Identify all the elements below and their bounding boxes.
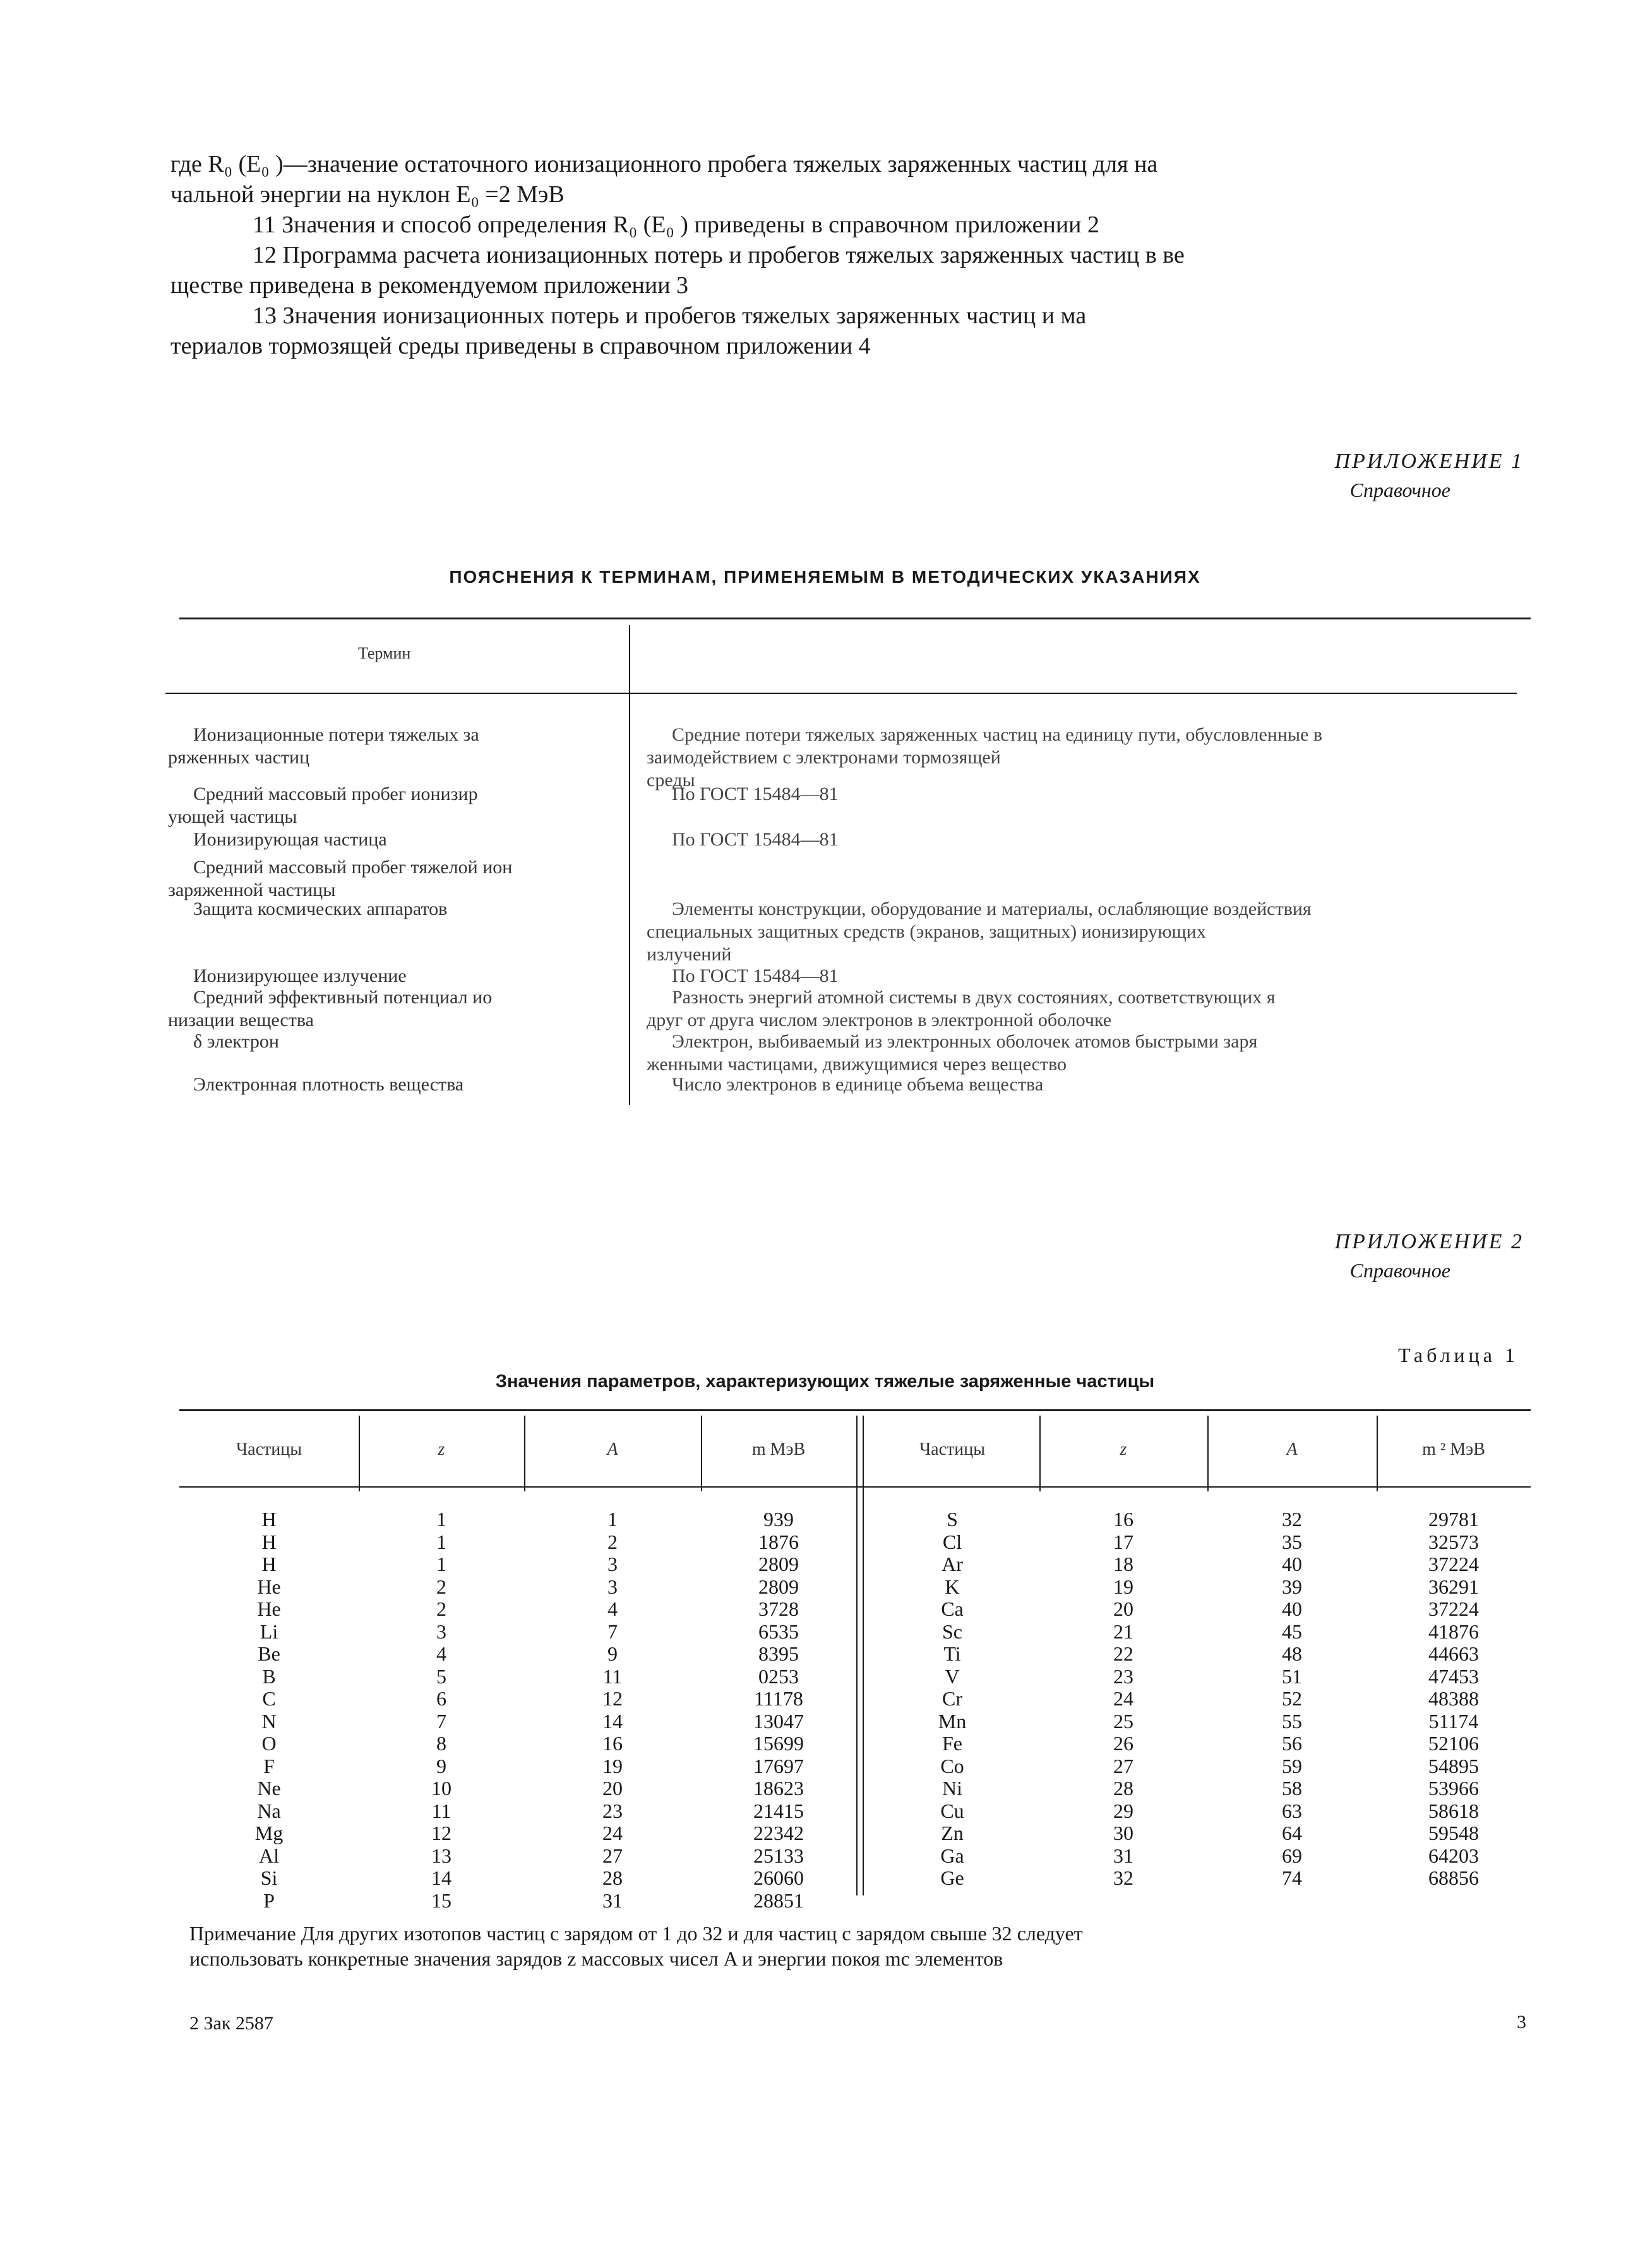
table1-cell: Mn (938, 1709, 967, 1733)
table1-cell: He (257, 1575, 281, 1598)
table1-cell: 1876 (758, 1530, 799, 1553)
table1-cell: 26060 (753, 1866, 804, 1889)
table1-cell: 28 (1113, 1777, 1133, 1799)
table1-cell: 13 (431, 1844, 451, 1867)
definition-line: По ГОСТ 15484—81 (672, 829, 839, 850)
appendix1-label: ПРИЛОЖЕНИЕ 1 (1334, 450, 1524, 473)
table1-cell: 59548 (1428, 1822, 1479, 1844)
table1-cell: 6 (436, 1687, 446, 1710)
definition-line: излучений (647, 944, 732, 965)
table1-cell: 64 (1282, 1822, 1302, 1844)
table1-cell: F (263, 1754, 275, 1777)
table1-cell: 36291 (1428, 1575, 1479, 1598)
table1-cell: 0253 (758, 1664, 799, 1688)
table1-cell: 59 (1282, 1754, 1302, 1777)
table1-col-header: z (438, 1440, 445, 1459)
definition-line: Разность энергий атомной системы в двух состояниях, соответствующих я (672, 987, 1276, 1008)
table1-cell: 68856 (1428, 1866, 1479, 1889)
table1-cell: 18623 (753, 1777, 804, 1799)
table1-cell: 11 (602, 1664, 623, 1688)
definition-cell (672, 828, 1531, 851)
table1-cell: Li (260, 1620, 278, 1643)
definition-line: заимодействием с электронами тормозящей (647, 747, 1001, 768)
table1-cell: 14 (431, 1866, 451, 1889)
table1-cell: 3 (436, 1620, 446, 1643)
table1-cell: 44663 (1428, 1642, 1479, 1665)
table1-cell: 8395 (758, 1642, 799, 1665)
term-line: Электронная плотность вещества (193, 1074, 464, 1095)
table1-cell: 13047 (753, 1709, 804, 1733)
term-cell (193, 828, 610, 851)
table1-col-header: A (1286, 1440, 1298, 1459)
definition-cell (647, 1030, 1531, 1076)
definition-line: По ГОСТ 15484—81 (672, 965, 839, 986)
table1-cell: 7 (607, 1620, 618, 1643)
table1-cell: 27 (1113, 1754, 1133, 1777)
definition-line: среды (647, 770, 695, 791)
table1-cell: Sc (942, 1620, 962, 1643)
note-line: Примечание Для других изотопов частиц с зарядом от 1 до 32 и для частиц с зарядом свыше 32 следует (189, 1922, 1083, 1945)
table1-cell: 20 (602, 1777, 623, 1799)
table1-cell: 21415 (753, 1799, 804, 1822)
table1-cell: 17697 (753, 1754, 804, 1777)
definition-cell (647, 724, 1531, 792)
term-line: δ электрон (193, 1031, 279, 1052)
table1-cell: 40 (1282, 1553, 1302, 1575)
table1-cell: 48 (1282, 1642, 1302, 1665)
intro-line: 12 Программа расчета ионизационных потерь и пробегов тяжелых заряженных частиц в ве (253, 242, 1185, 268)
table1-cell: 9 (607, 1642, 618, 1665)
table1-cell: 56 (1282, 1732, 1302, 1755)
definition-line: друг от друга числом электронов в электронной оболочке (647, 1010, 1112, 1030)
table1-cell: 25 (1113, 1709, 1133, 1733)
table1-cell: 22342 (753, 1822, 804, 1844)
table1-cell: 58618 (1428, 1799, 1479, 1822)
footer-order-mark: 2 Зак 2587 (189, 2013, 273, 2034)
table1-cell: 2 (607, 1530, 618, 1553)
table1-cell: Na (257, 1799, 281, 1822)
table1-cell: 23 (602, 1799, 623, 1822)
intro-line: где R₀ (E₀ )—значение остаточного ионизационного пробега тяжелых заряженных частиц для на (170, 151, 1158, 177)
table1-cell: Cl (942, 1530, 962, 1553)
table1-cell: 1 (436, 1553, 446, 1575)
definition-cell (672, 783, 1531, 806)
table1-cell: 51 (1282, 1664, 1302, 1688)
table1-cell: 17 (1113, 1530, 1133, 1553)
table1-cell: 29 (1113, 1799, 1133, 1822)
term-line: Ионизирующее излучение (193, 965, 407, 986)
table1-cell: 15 (431, 1889, 451, 1912)
table1-note (189, 1921, 1083, 1971)
table1-cell: 35 (1282, 1530, 1302, 1553)
table1-cell: He (257, 1597, 281, 1620)
table1-cell: N (261, 1709, 277, 1733)
table1-cell: 55 (1282, 1709, 1302, 1733)
table1-cell: 28 (602, 1866, 623, 1889)
table1-cell: 16 (602, 1732, 623, 1755)
term-line: Средний массовый пробег ионизир (193, 784, 478, 804)
table1-cell: 2809 (758, 1553, 799, 1575)
table1-header-rule (179, 1486, 1531, 1488)
intro-line: териалов тормозящей среды приведены в справочном приложении 4 (170, 333, 871, 359)
table1-cell: 19 (602, 1754, 623, 1777)
table1-col-header: Частицы (919, 1440, 986, 1459)
table1-cell: 10 (431, 1777, 451, 1799)
table1-cell: 47453 (1428, 1664, 1479, 1688)
table1-cell: 69 (1282, 1844, 1302, 1867)
table1-cell: Mg (254, 1822, 284, 1844)
table1-cell: 21 (1113, 1620, 1133, 1643)
table1-cell: Ti (943, 1642, 961, 1665)
table1-cell: H (261, 1508, 277, 1531)
term-cell (168, 724, 610, 769)
table1-cell: 45 (1282, 1620, 1302, 1643)
table1-cell: 30 (1113, 1822, 1133, 1844)
definition-line: Средние потери тяжелых заряженных частиц на единицу пути, обусловленные в (672, 724, 1323, 745)
table1-cell: 40 (1282, 1597, 1302, 1620)
table1-cell: 3 (607, 1553, 618, 1575)
table1-cell: 3 (607, 1575, 618, 1598)
table1-cell: Co (940, 1754, 964, 1777)
table1-cell: 39 (1282, 1575, 1302, 1598)
table1-cell: 31 (1113, 1844, 1133, 1867)
table1-cell: Ge (940, 1866, 964, 1889)
table1-cell: 26 (1113, 1732, 1133, 1755)
table1-col-header: Частицы (236, 1440, 302, 1459)
table1-cell: 9 (436, 1754, 446, 1777)
table1-cell: 32 (1113, 1866, 1133, 1889)
term-line: Средний массовый пробег тяжелой ион (193, 857, 513, 878)
term-cell (168, 856, 610, 902)
table1-cell: 1 (436, 1508, 446, 1531)
table1-top-rule (179, 1409, 1531, 1411)
table1-cell: 25133 (753, 1844, 804, 1867)
table1-cell: Si (260, 1866, 278, 1889)
appendix1-type: Справочное (1349, 479, 1450, 501)
table1-cell: 6535 (758, 1620, 799, 1643)
table1-title: Значения параметров, характеризующих тяжелые заряженные частицы (495, 1371, 1155, 1392)
table1-cell: 5 (436, 1664, 446, 1688)
table1-cell: 32573 (1428, 1530, 1479, 1553)
table1-cell: H (261, 1530, 277, 1553)
table1-cell: 11178 (754, 1687, 803, 1710)
definition-cell (672, 1073, 1531, 1096)
terms-table-header-rule (165, 693, 1517, 694)
page-number: 3 (1517, 2012, 1526, 2032)
table1-cell: 1 (436, 1530, 446, 1553)
table1-cell: Cr (942, 1687, 962, 1710)
table1-cell: 18 (1113, 1553, 1133, 1575)
table1-cell: 939 (763, 1508, 794, 1531)
table1-cell: Ga (940, 1844, 964, 1867)
intro-line: 11 Значения и способ определения R₀ (E₀ ) приведены в справочном приложении 2 (253, 212, 1099, 238)
table1-cell: 53966 (1428, 1777, 1479, 1799)
table1-cell: 41876 (1428, 1620, 1479, 1643)
table1-cell: 32 (1282, 1508, 1302, 1531)
terms-table-top-rule (179, 618, 1531, 619)
table1-cell: C (262, 1687, 276, 1710)
table1-label: Таблица 1 (1398, 1344, 1519, 1366)
table1-cell: 37224 (1428, 1553, 1479, 1575)
definition-line: специальных защитных средств (экранов, защитных) ионизирующих (647, 921, 1206, 942)
table1-cell: 58 (1282, 1777, 1302, 1799)
table1-cell: Cu (940, 1799, 964, 1822)
definition-line: Число электронов в единице объема вещества (672, 1074, 1044, 1095)
appendix2-label: ПРИЛОЖЕНИЕ 2 (1334, 1230, 1524, 1253)
term-cell (168, 783, 610, 828)
table1-cell: 52106 (1428, 1732, 1479, 1755)
appendix2-type: Справочное (1349, 1259, 1450, 1282)
table1-column-rule (856, 1416, 858, 1491)
term-line: заряженной частицы (168, 880, 336, 900)
table1-cell: V (945, 1664, 960, 1688)
table1-cell: 15699 (753, 1732, 804, 1755)
table1-cell: 4 (436, 1642, 446, 1665)
table1-column-rule (863, 1416, 864, 1491)
terms-col-header: Термин (358, 644, 411, 662)
table1-cell: 4 (607, 1597, 618, 1620)
table1-cell: H (261, 1553, 277, 1575)
definition-line: женными частицами, движущимися через вещество (647, 1054, 1067, 1075)
table1-cell: Al (259, 1844, 279, 1867)
table1-cell: 28851 (753, 1889, 804, 1912)
table1-cell: 52 (1282, 1687, 1302, 1710)
table1-cell: 1 (607, 1508, 618, 1531)
table1-cell: P (263, 1889, 275, 1912)
definition-cell (647, 986, 1531, 1032)
table1-cell: 19 (1113, 1575, 1133, 1598)
table1-cell: Ni (942, 1777, 962, 1799)
term-line: Средний эффективный потенциал ио (193, 987, 493, 1008)
table1-cell: 63 (1282, 1799, 1302, 1822)
table1-cell: 20 (1113, 1597, 1133, 1620)
table1-cell: Ca (941, 1597, 964, 1620)
table1-col-header: m МэВ (751, 1440, 806, 1459)
table1-cell: 31 (602, 1889, 623, 1912)
table1-center-rule (856, 1491, 858, 1895)
table1-cell: 64203 (1428, 1844, 1479, 1867)
term-line: низации вещества (168, 1010, 314, 1030)
table1-cell: 29781 (1428, 1508, 1479, 1531)
intro-line: чальной энергии на нуклон E₀ =2 МэВ (170, 181, 565, 208)
table1-col-header: z (1120, 1440, 1127, 1459)
table1-cell: 14 (602, 1709, 623, 1733)
table1-cell: 27 (602, 1844, 623, 1867)
table1-cell: Fe (942, 1732, 962, 1755)
table1-cell: Zn (941, 1822, 964, 1844)
table1-cell: 48388 (1428, 1687, 1479, 1710)
intro-line: ществе приведена в рекомендуемом приложении 3 (170, 272, 689, 299)
table1-cell: 16 (1113, 1508, 1133, 1531)
table1-cell: 24 (602, 1822, 623, 1844)
term-cell (193, 965, 610, 988)
table1-cell: 12 (431, 1822, 451, 1844)
term-line: Защита космических аппаратов (193, 898, 448, 919)
definition-line: По ГОСТ 15484—81 (672, 784, 839, 804)
table1-cell: Be (258, 1642, 280, 1665)
term-cell (193, 1030, 610, 1053)
appendix1-title: ПОЯСНЕНИЯ К ТЕРМИНАМ, ПРИМЕНЯЕМЫМ В МЕТОДИЧЕСКИХ УКАЗАНИЯХ (449, 567, 1201, 587)
note-line: использовать конкретные значения зарядов z массовых чисел A и энергии покоя mc элементов (189, 1947, 1003, 1970)
intro-line: 13 Значения ионизационных потерь и пробегов тяжелых заряженных частиц и ма (253, 302, 1087, 329)
table1-cell: Ar (942, 1553, 963, 1575)
definition-line: Электрон, выбиваемый из электронных оболочек атомов быстрыми заря (672, 1031, 1258, 1052)
term-line: ующей частицы (168, 806, 297, 827)
definition-cell (647, 898, 1531, 966)
table1-cell: 22 (1113, 1642, 1133, 1665)
intro-text (170, 149, 1528, 361)
definition-line: Элементы конструкции, оборудование и материалы, ослабляющие воздействия (672, 898, 1312, 919)
table1-cell: 2 (436, 1575, 446, 1598)
table1-cell: 3728 (758, 1597, 799, 1620)
table1-cell: 23 (1113, 1664, 1133, 1688)
table1-col-header: A (607, 1440, 618, 1459)
term-line: Ионизационные потери тяжелых за (193, 724, 479, 745)
table1-cell: 2 (436, 1597, 446, 1620)
table1-cell: 7 (436, 1709, 446, 1733)
table1-cell: O (261, 1732, 277, 1755)
term-cell (168, 986, 610, 1032)
table1-cell: K (945, 1575, 960, 1598)
table1-cell: 51174 (1428, 1709, 1479, 1733)
term-cell (193, 898, 610, 921)
terms-table-divider (629, 625, 630, 1105)
term-cell (193, 1073, 610, 1096)
table1-cell: 2809 (758, 1575, 799, 1598)
table1-cell: 11 (431, 1799, 451, 1822)
table1-center-rule (863, 1491, 864, 1895)
table1-cell: Ne (257, 1777, 281, 1799)
table1-cell: 12 (602, 1687, 623, 1710)
term-line: Ионизирующая частица (193, 829, 387, 850)
table1-cell: S (947, 1508, 958, 1531)
table1-cell: 74 (1282, 1866, 1302, 1889)
term-line: ряженных частиц (168, 747, 310, 768)
table1-cell: 37224 (1428, 1597, 1479, 1620)
table1-cell: B (262, 1664, 276, 1688)
definition-cell (672, 965, 1531, 988)
table1-cell: 54895 (1428, 1754, 1479, 1777)
table1-cell: 24 (1113, 1687, 1133, 1710)
table1-col-header: m ² МэВ (1422, 1440, 1485, 1459)
table1-cell: 8 (436, 1732, 446, 1755)
